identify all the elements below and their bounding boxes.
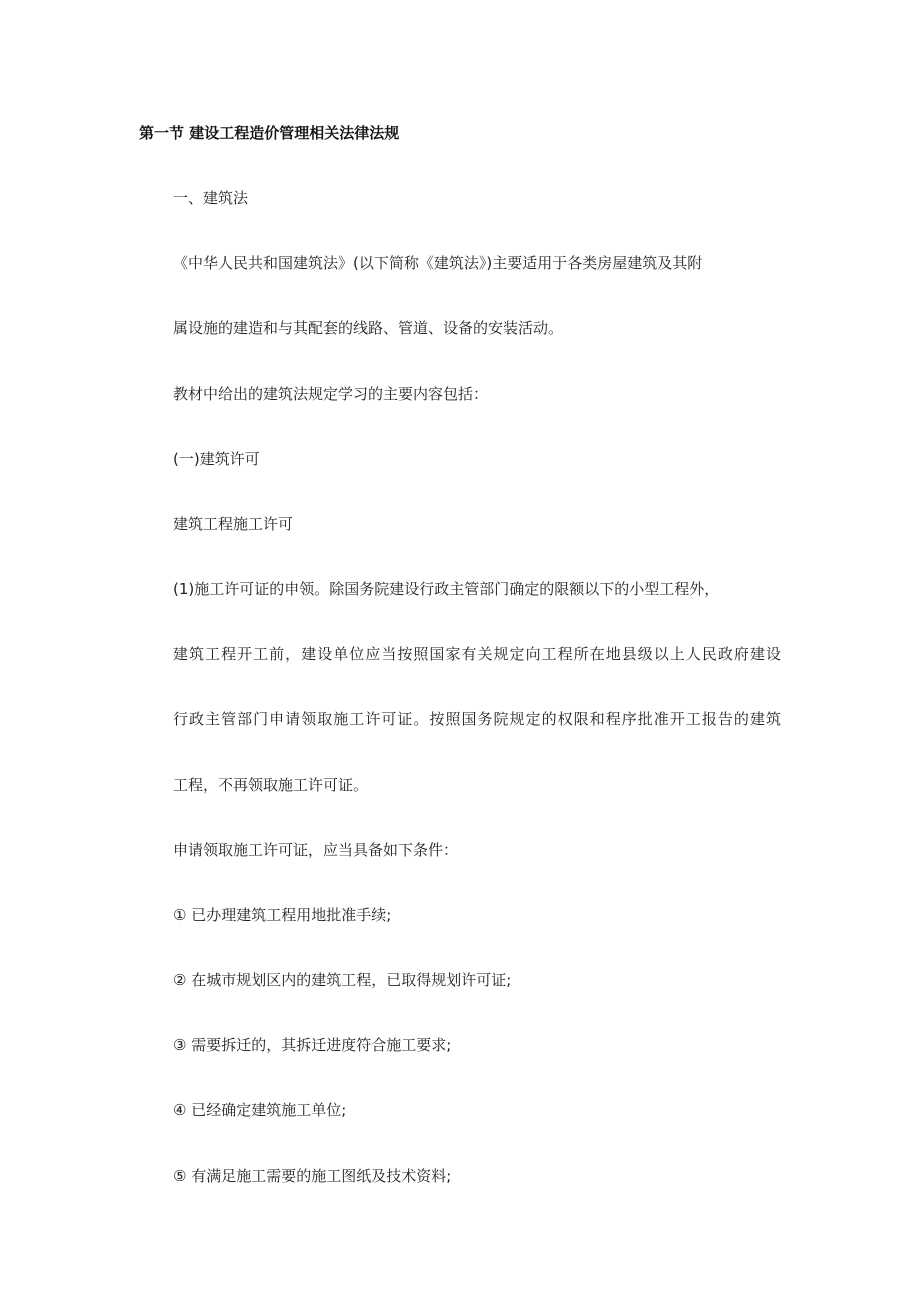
- item-heading: (一)建筑许可: [173, 450, 260, 468]
- paragraph-line-4: 工程，不再领取施工许可证。: [173, 776, 369, 794]
- paragraph-line-1: (1)施工许可证的申领。除国务院建设行政主管部门确定的限额以下的小型工程外，: [173, 580, 720, 598]
- condition-item: ① 已办理建筑工程用地批准手续;: [173, 906, 392, 924]
- conditions-intro: 申请领取施工许可证，应当具备如下条件：: [173, 841, 459, 859]
- condition-item: ② 在城市规划区内的建筑工程，已取得规划许可证;: [173, 971, 512, 989]
- paragraph-line-2: 建筑工程开工前，建设单位应当按照国家有关规定向工程所在地县级以上人民政府建设: [173, 645, 781, 663]
- condition-item: ④ 已经确定建筑施工单位;: [173, 1101, 347, 1119]
- intro-line-2: 属设施的建造和与其配套的线路、管道、设备的安装活动。: [173, 319, 564, 337]
- condition-item: ③ 需要拆迁的，其拆迁进度符合施工要求;: [173, 1036, 452, 1054]
- subsection-title: 一、建筑法: [173, 189, 249, 207]
- section-title: 第一节 建设工程造价管理相关法律法规: [139, 124, 400, 142]
- intro-line-1: 《中华人民共和国建筑法》(以下简称《建筑法》)主要适用于各类房屋建筑及其附: [173, 254, 703, 272]
- sub-heading: 建筑工程施工许可: [173, 515, 294, 533]
- paragraph-line-3: 行政主管部门申请领取施工许可证。按照国务院规定的权限和程序批准开工报告的建筑: [173, 710, 781, 728]
- condition-item: ⑤ 有满足施工需要的施工图纸及技术资料;: [173, 1167, 452, 1185]
- study-note: 教材中给出的建筑法规定学习的主要内容包括：: [173, 385, 489, 403]
